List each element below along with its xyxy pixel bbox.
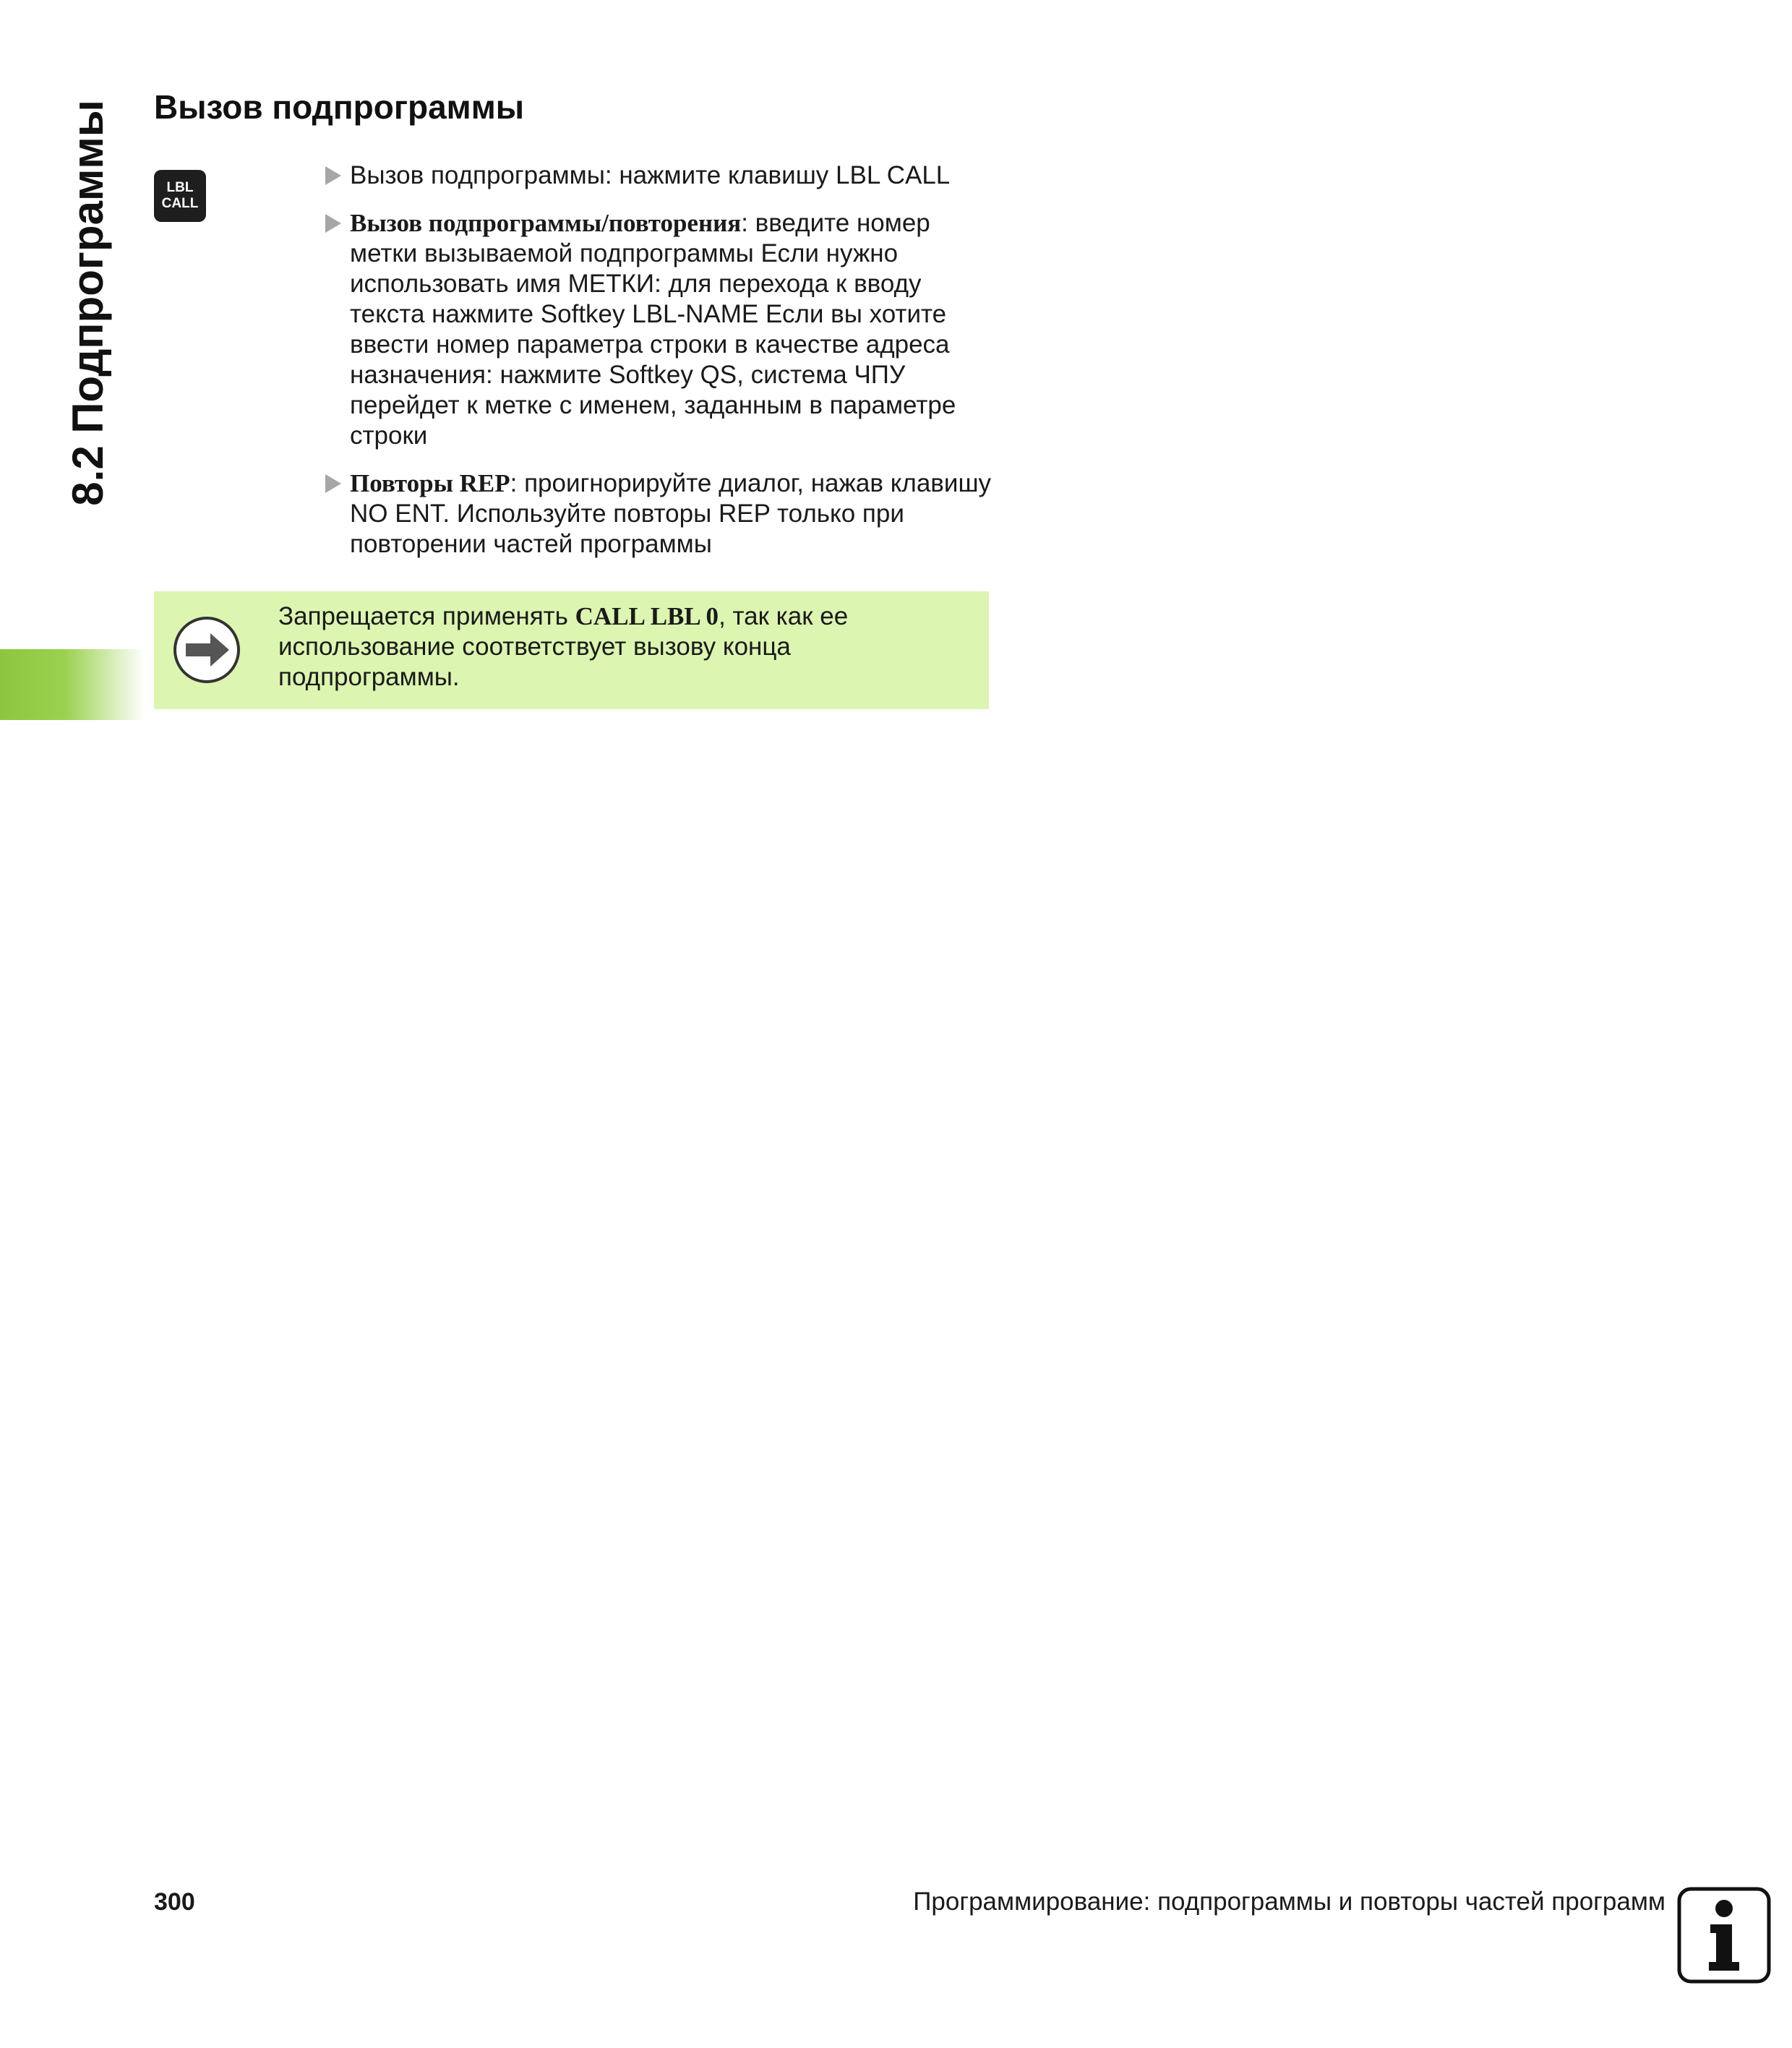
section-title: Вызов подпрограммы xyxy=(154,88,525,126)
arrow-right-circle-icon xyxy=(173,616,241,684)
step-bold-label: Повторы REP xyxy=(350,469,510,497)
step-item xyxy=(322,208,995,451)
note-text xyxy=(278,601,972,693)
step-text: : введите номер метки вызываемой подпрограммы Если нужно использовать имя МЕТКИ: для перехода к вводу текста нажмите Softkey LBL-NAME Если вы хотите ввести номер параметра строки в качестве адреса назначения: нажмите Softkey QS, система ЧПУ перейдет к метке с именем, заданным в параметре строки xyxy=(350,209,956,450)
note-bold-code: CALL LBL 0 xyxy=(575,602,719,630)
key-label-line2: CALL xyxy=(161,196,199,211)
footer-chapter-title: Программирование: подпрограммы и повторы частей программ xyxy=(913,1888,1665,1916)
note-box xyxy=(154,591,989,709)
note-text-after: , так как ее использование соответствует вызову конца подпрограммы. xyxy=(278,602,849,691)
chapter-tab-marker xyxy=(0,649,145,720)
page-number: 300 xyxy=(154,1888,195,1916)
step-item xyxy=(322,468,995,560)
chapter-side-title: 8.2 Подпрограммы xyxy=(64,100,112,506)
bullet-triangle-icon xyxy=(325,474,341,493)
lbl-call-key-icon xyxy=(154,170,206,222)
note-text-before: Запрещается применять xyxy=(278,602,575,630)
bullet-triangle-icon xyxy=(325,214,341,233)
step-list xyxy=(322,160,995,577)
info-icon xyxy=(1677,1887,1771,1984)
key-label-line1: LBL xyxy=(166,180,194,195)
bullet-triangle-icon xyxy=(325,166,341,185)
step-bold-label: Вызов подпрограммы/повторения xyxy=(350,209,742,237)
step-item xyxy=(322,160,995,191)
step-text: Вызов подпрограммы: нажмите клавишу LBL CALL xyxy=(350,161,951,189)
step-text: : проигнорируйте диалог, нажав клавишу NO ENT. Используйте повторы REP только при повторении частей программы xyxy=(350,469,992,558)
